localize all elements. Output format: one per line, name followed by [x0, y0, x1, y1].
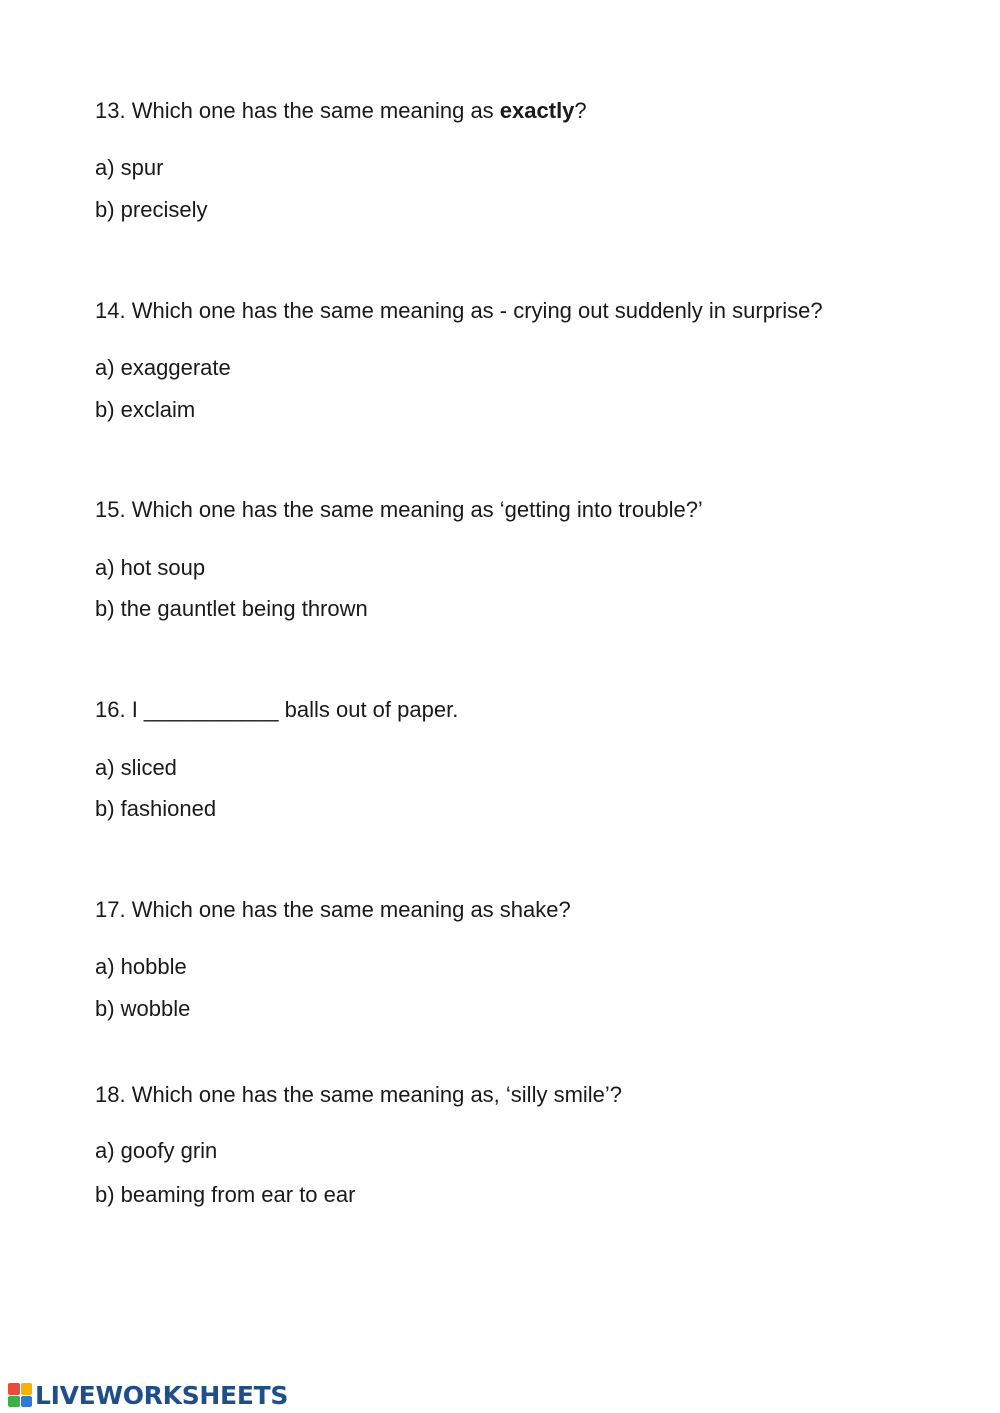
- question-17: [95, 897, 955, 923]
- answer-option: a) hot soup: [95, 555, 206, 580]
- answer-option: b) exclaim: [95, 397, 196, 422]
- question-16: [95, 697, 955, 723]
- question-stem: 16. I ___________ balls out of paper.: [95, 697, 459, 722]
- liveworksheets-brand: [8, 1380, 288, 1410]
- question-17-option-b: [95, 996, 955, 1022]
- logo-square: [21, 1396, 33, 1408]
- question-stem: 18. Which one has the same meaning as, ‘silly smile’?: [95, 1082, 623, 1107]
- question-18-option-a: [95, 1138, 955, 1164]
- question-15-option-b: [95, 596, 955, 622]
- logo-square: [8, 1396, 20, 1408]
- question-16-option-b: [95, 796, 955, 822]
- answer-option: b) beaming from ear to ear: [95, 1182, 356, 1207]
- answer-option: a) exaggerate: [95, 355, 231, 380]
- question-13-option-b: [95, 197, 955, 223]
- answer-option: b) fashioned: [95, 796, 217, 821]
- question-stem: 13. Which one has the same meaning as exactly?: [95, 98, 587, 123]
- question-14-option-a: [95, 355, 955, 381]
- logo-square: [8, 1383, 20, 1395]
- answer-option: a) spur: [95, 155, 164, 180]
- liveworksheets-logo-icon: [8, 1383, 32, 1407]
- question-stem: 15. Which one has the same meaning as ‘getting into trouble?’: [95, 497, 703, 522]
- question-18-option-b: [95, 1182, 955, 1208]
- question-16-option-a: [95, 755, 955, 781]
- question-stem: 14. Which one has the same meaning as - crying out suddenly in surprise?: [95, 298, 823, 323]
- brand-wordmark: LIVEWORKSHEETS: [35, 1380, 289, 1410]
- bold-keyword: exactly: [499, 98, 575, 123]
- answer-option: a) hobble: [95, 954, 187, 979]
- question-14-option-b: [95, 397, 955, 423]
- question-13: [95, 98, 955, 124]
- answer-option: b) precisely: [95, 197, 208, 222]
- logo-square: [21, 1383, 33, 1395]
- answer-option: a) goofy grin: [95, 1138, 218, 1163]
- question-stem: 17. Which one has the same meaning as shake?: [95, 897, 571, 922]
- question-13-option-a: [95, 155, 955, 181]
- answer-option: a) sliced: [95, 755, 177, 780]
- question-15: [95, 497, 955, 523]
- answer-option: b) the gauntlet being thrown: [95, 596, 368, 621]
- question-14: [95, 298, 955, 324]
- question-17-option-a: [95, 954, 955, 980]
- question-15-option-a: [95, 555, 955, 581]
- answer-option: b) wobble: [95, 996, 191, 1021]
- question-18: [95, 1082, 955, 1108]
